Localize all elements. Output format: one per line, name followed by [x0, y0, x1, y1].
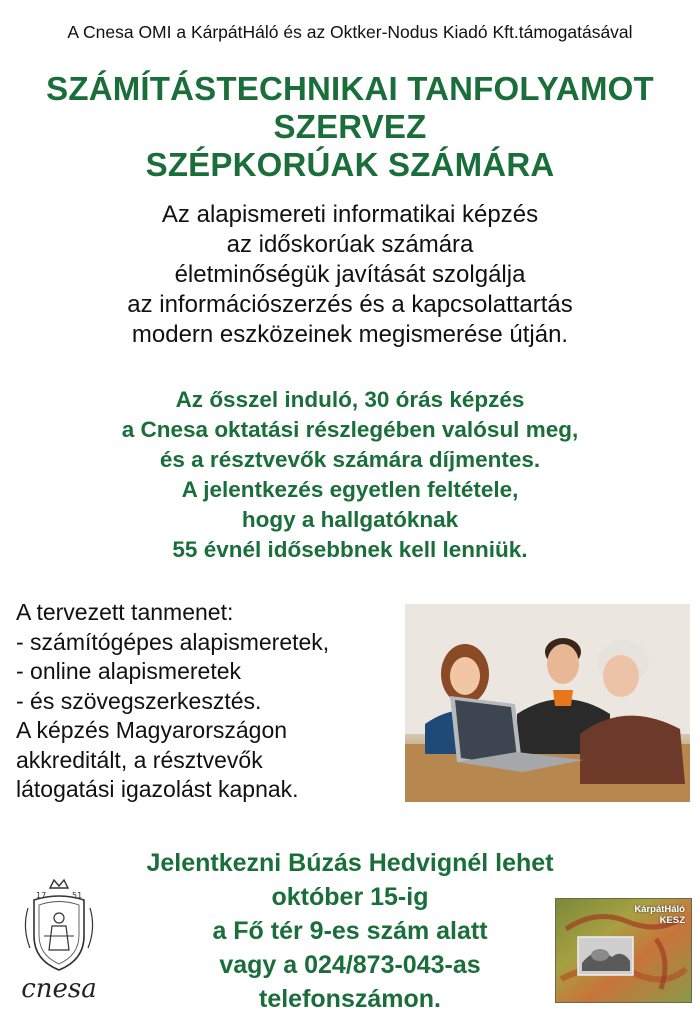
details-line: Az ősszel induló, 30 órás képzés: [175, 387, 525, 412]
intro-line: Az alapismereti informatikai képzés: [161, 201, 539, 228]
details-line: 55 évnél idősebbnek kell lenniük.: [172, 537, 528, 562]
details-line: és a résztvevők számára díjmentes.: [159, 447, 541, 472]
karpathalo-sub: KESZ: [659, 915, 685, 926]
details-line: a Cnesa oktatási részlegében valósul meg,: [121, 417, 579, 442]
sponsor-line: A Cnesa OMI a KárpátHáló és az Oktker-Nodus Kiadó Kft.támogatásával: [67, 22, 633, 42]
contact-line: vagy a 024/873-043-as: [219, 951, 481, 979]
contact-line: a Fő tér 9-es szám alatt: [212, 917, 488, 945]
cnesa-logo: [14, 878, 104, 1006]
cnesa-crest-icon: [14, 878, 104, 974]
curriculum-list: [16, 598, 406, 805]
details-line: hogy a hallgatóknak: [241, 507, 459, 532]
contact-line: Jelentkezni Búzás Hedvignél lehet: [146, 849, 554, 877]
intro-line: az időskorúak számára: [226, 231, 474, 258]
seniors-laptop-photo: [405, 604, 690, 802]
intro-line: az információszerzés és a kapcsolattartás: [127, 291, 573, 318]
course-details: [0, 385, 700, 565]
karpathalo-label: [634, 904, 685, 926]
curriculum-heading: A tervezett tanmenet:: [16, 599, 234, 625]
accreditation-line: A képzés Magyarországon: [16, 717, 288, 743]
details-line: A jelentkezés egyetlen feltétele,: [181, 477, 519, 502]
accreditation-line: akkreditált, a résztvevők: [16, 746, 263, 773]
contact-line: telefonszámon.: [259, 985, 441, 1013]
cnesa-wordmark: cnesa: [21, 974, 97, 1004]
title-line: SZÉPKORÚAK SZÁMÁRA: [145, 146, 555, 183]
intro-line: életminőségük javítását szolgálja: [174, 261, 526, 288]
curriculum-item: - számítógépes alapismeretek,: [16, 628, 330, 655]
contact-line: október 15-ig: [271, 883, 429, 911]
photo-illustration: [405, 604, 690, 802]
curriculum-item: - és szövegszerkesztés.: [16, 687, 262, 714]
title-line: SZERVEZ: [273, 108, 427, 145]
curriculum-item: - online alapismeretek: [16, 658, 242, 684]
intro-paragraph: [0, 200, 700, 350]
karpathalo-name: KárpátHáló: [634, 904, 685, 915]
page-title: [0, 70, 700, 184]
crest-year-left: 17: [36, 891, 47, 900]
title-line: SZÁMÍTÁSTECHNIKAI TANFOLYAMOT: [46, 70, 654, 107]
accreditation-line: látogatási igazolást kapnak.: [16, 776, 299, 802]
crest-year-right: 51: [72, 891, 83, 900]
karpathalo-logo: [555, 898, 692, 1003]
intro-line: modern eszközeinek megismerése útján.: [131, 321, 569, 348]
